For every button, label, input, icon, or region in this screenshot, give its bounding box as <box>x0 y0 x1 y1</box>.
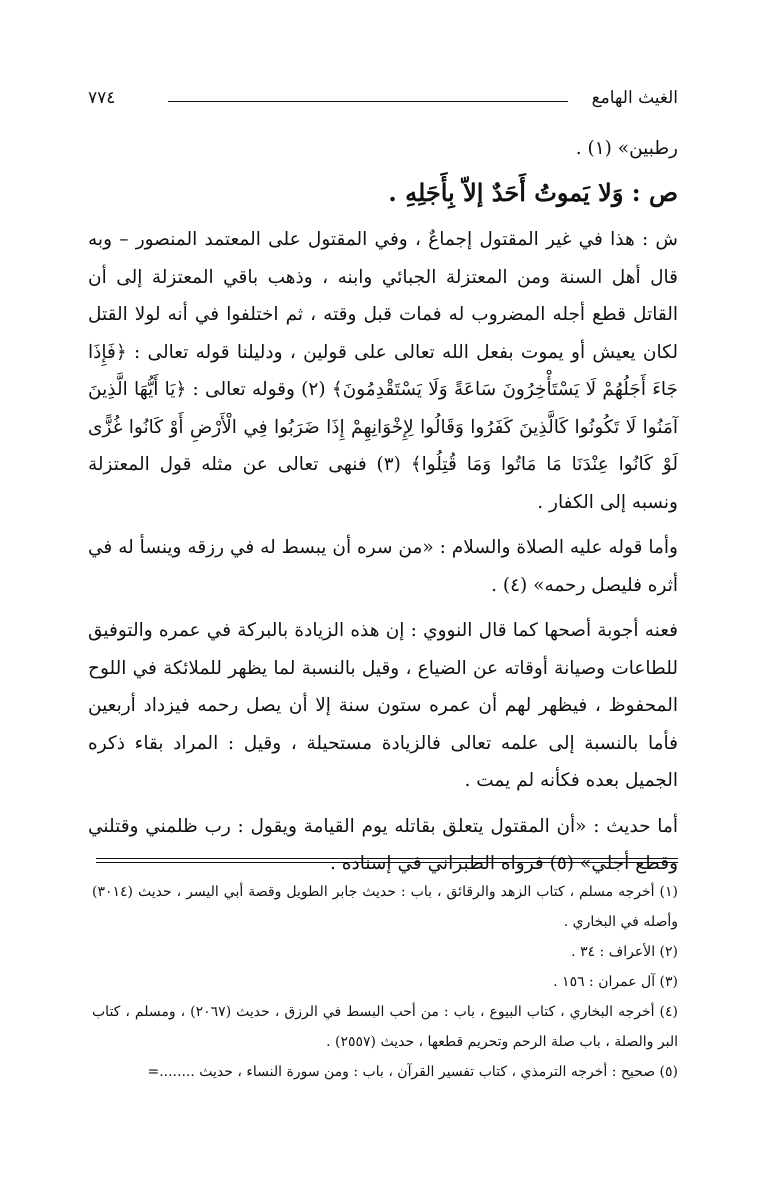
paragraph-maqtul-hadith: أما حديث : «أن المقتول يتعلق بقاتله يوم القيامة ويقول : رب ظلمني وقتلني وقطع أجلي» (٥) فرواه الطبراني في إسناده . <box>88 815 678 874</box>
footnote-separator <box>96 858 678 863</box>
matn-heading: ص : وَلا يَموتُ أَحَدٌ إلاّ بِأَجَلِهِ . <box>388 177 678 207</box>
paragraph-hadith: وأما قوله عليه الصلاة والسلام : «من سره أن يبسط له في رزقه وينسأ له في أثره فليصل رحمه» (٤) . <box>88 537 678 596</box>
quran-verse-araf: ﴿فَإِذَا جَاءَ أَجَلُهُمْ لَا يَسْتَأْخِرُونَ سَاعَةً وَلَا يَسْتَقْدِمُونَ﴾ <box>88 341 678 400</box>
paragraph-continuation: رطبين» (١) . <box>575 138 678 159</box>
page-number: ٧٧٤ <box>88 88 116 108</box>
commentary-text-b: (٢) وقوله تعالى : <box>186 379 332 400</box>
running-header <box>88 88 678 114</box>
footnote: (٥) صحيح : أخرجه الترمذي ، كتاب تفسير القرآن ، باب : ومن سورة النساء ، حديث ........= <box>147 1064 678 1080</box>
footnote: (٤) أخرجه البخاري ، كتاب البيوع ، باب : من أحب البسط في الرزق ، حديث (٢٠٦٧) ، ومسلم ، كتاب البر والصلة ، باب صلة الرحم وتحريم قطعها ، حديث (٢٥٥٧) . <box>92 1004 678 1050</box>
running-title: الغيث الهامع <box>591 88 678 108</box>
footnote: (٣) آل عمران : ١٥٦ . <box>553 974 678 990</box>
commentary-text-a: ش : هذا في غير المقتول إجماعٌ ، وفي المقتول على المعتمد المنصور – وبه قال أهل السنة ومن المعتزلة الجبائي وابنه ، وذهب باقي المعتزلة إلى أن القاتل قطع أجله المضروب له فمات قبل وقته ، ثم اختلفوا في أنه لولا القتل لكان يعيش أو يموت بفعل الله تعالى على قولين ، ودليلنا قوله تعالى : <box>88 229 678 363</box>
footnote: (١) أخرجه مسلم ، كتاب الزهد والرقائق ، باب : حديث جابر الطويل وقصة أبي اليسر ، حديث (٣٠١٤) وأصله في البخاري . <box>92 884 678 930</box>
main-text <box>88 130 678 883</box>
header-rule <box>168 101 568 102</box>
quran-verse-imran: ﴿يَا أَيُّهَا الَّذِينَ آمَنُوا لَا تَكُونُوا كَالَّذِينَ كَفَرُوا وَقَالُوا لِإِخْوَانِهِمْ إِذَا ضَرَبُوا فِي الْأَرْضِ أَوْ كَانُوا غُزًّى لَوْ كَانُوا عِنْدَنَا مَا مَاتُوا وَمَا قُتِلُوا﴾ <box>88 379 678 475</box>
paragraph-answers: فعنه أجوبة أصحها كما قال النووي : إن هذه الزيادة بالبركة في عمره والتوفيق للطاعات وصيانة أوقاته عن الضياع ، وقيل بالنسبة لما يظهر للملائكة في اللوح المحفوظ ، فيظهر لهم أن عمره ستون سنة إلا أن يصل رحمه فيزداد أربعين فأما بالنسبة إلى علمه تعالى فالزيادة مستحيلة ، وقيل : المراد بقاء ذكره الجميل بعده فكأنه لم يمت . <box>88 620 678 791</box>
commentary-text-c: (٣) فنهى تعالى عن مثله قول المعتزلة ونسبه إلى الكفار . <box>88 454 678 513</box>
footnote: (٢) الأعراف : ٣٤ . <box>571 944 678 960</box>
paragraph-commentary <box>88 221 678 521</box>
footnotes <box>92 877 678 1087</box>
